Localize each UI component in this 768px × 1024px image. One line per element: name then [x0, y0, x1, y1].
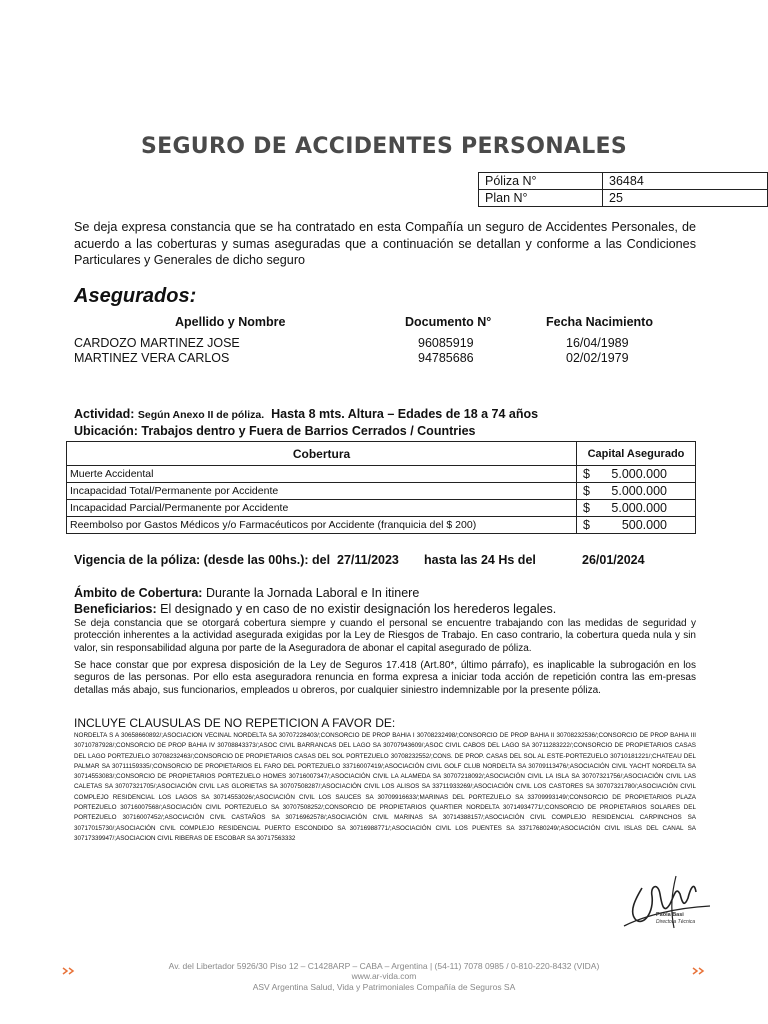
coverage-currency: $: [583, 501, 590, 515]
footer-address: Av. del Libertador 5926/30 Piso 12 – C1428ARP – CABA – Argentina | (54-11) 7078 0985 / 0-810-220-8432 (VIDA): [168, 961, 600, 971]
insured-name: MARTINEZ VERA CARLOS: [74, 351, 230, 365]
signature: [614, 868, 718, 940]
plan-number-row: [479, 190, 768, 207]
validity-to: 26/01/2024: [582, 553, 645, 567]
coverage-amount: 5.000.000: [611, 467, 667, 481]
subrogation-paragraph: Se hace constar que por expresa disposición de la Ley de Seguros 17.418 (Art.80*, último párrafo), es inaplicable la subrogación en los seguros de las personas. Por ello esta aseguradora renuncia en forma expresa a iniciar toda acción de repetición contra las em-presas detallas más abajo, sus funcionarios, empleados u obreros, por cualquier siniestro indemnizable por la presente póliza.: [74, 660, 696, 696]
clauses-heading: INCLUYE CLAUSULAS DE NO REPETICION A FAVOR DE:: [74, 716, 396, 730]
coverage-table: [66, 441, 696, 534]
scope-line: [74, 586, 419, 600]
signatory-name: Paola Basi: [656, 912, 684, 918]
coverage-row: [67, 500, 696, 517]
insured-birth: 02/02/1979: [566, 351, 629, 365]
insured-heading: Asegurados:: [74, 285, 197, 307]
coverage-header: Cobertura: [67, 442, 577, 466]
signature-scribble: [614, 868, 718, 940]
scope-value: Durante la Jornada Laboral e In itinere: [205, 586, 420, 600]
coverage-label: Muerte Accidental: [67, 466, 577, 483]
plan-number-value: 25: [603, 190, 768, 207]
coverage-label: Incapacidad Parcial/Permanente por Accidente: [67, 500, 577, 517]
coverage-currency: $: [583, 467, 590, 481]
intro-paragraph: Se deja expresa constancia que se ha contratado en esta Compañía un seguro de Accidentes Personales, de acuerdo a las coberturas y sumas aseguradas que a continuación se detallan y conforme a las Condiciones Particulares y Generales de dicho seguro: [74, 220, 696, 267]
coverage-conditions-paragraph: Se deja constancia que se otorgará cobertura siempre y cuando el personal se encuentre trabajando con las medidas de seguridad y protección inherentes a la actividad asegurada exigidas por la Ley de Riesgos de Trabajo. En caso contrario, la cobertura queda nula y sin valor, sin responsabilidad alguna por parte de la Aseguradora de abonar el capital asegurado de póliza.: [74, 618, 696, 654]
insured-doc: 94785686: [418, 351, 474, 365]
coverage-amount: 5.000.000: [611, 501, 667, 515]
coverage-row: [67, 483, 696, 500]
insured-name-header: Apellido y Nombre: [175, 315, 286, 329]
insured-birth: 16/04/1989: [566, 336, 629, 350]
capital-header: Capital Asegurado: [577, 442, 696, 466]
validity-label: Vigencia de la póliza: (desde las 00hs.): del: [74, 553, 331, 567]
insured-birth-header: Fecha Nacimiento: [546, 315, 653, 329]
footer-website: www.ar-vida.com: [351, 971, 417, 981]
coverage-currency: $: [583, 518, 590, 532]
policy-table: [478, 172, 768, 207]
activity-detail: Hasta 8 mts. Altura – Edades de 18 a 74 años: [271, 407, 539, 421]
coverage-row: [67, 517, 696, 534]
coverage-label: Reembolso por Gastos Médicos y/o Farmacéuticos por Accidente (franquicia del $ 200): [67, 517, 577, 534]
footer-company: ASV Argentina Salud, Vida y Patrimoniales Compañía de Seguros SA: [252, 982, 516, 992]
coverage-amount: 5.000.000: [611, 484, 667, 498]
beneficiaries-line: [74, 602, 556, 616]
coverage-currency: $: [583, 484, 590, 498]
activity-annex: Según Anexo II de póliza.: [137, 409, 265, 421]
insured-name: CARDOZO MARTINEZ JOSE: [74, 336, 240, 350]
insured-doc: 96085919: [418, 336, 474, 350]
beneficiaries-value: El designado y en caso de no existir designación los herederos legales.: [160, 602, 557, 616]
coverage-label: Incapacidad Total/Permanente por Accidente: [67, 483, 577, 500]
document-title: SEGURO DE ACCIDENTES PERSONALES: [140, 134, 628, 159]
signatory-role: Directora Técnica: [656, 919, 696, 925]
coverage-header-row: [67, 442, 696, 466]
activity-label: Actividad:: [74, 407, 135, 421]
policy-number-row: [479, 173, 768, 190]
insured-doc-header: Documento N°: [405, 315, 492, 329]
validity-until-label: hasta las 24 Hs del: [424, 553, 536, 567]
policy-number-value: 36484: [603, 173, 768, 190]
clauses-list: NORDELTA S A 30658660892/;ASOCIACION VECINAL NORDELTA SA 30707228403/;CONSORCIO DE PROP BAHIA I 30708232498/;CONSORCIO DE PROP BAHIA II 30708232536/;CONSORCIO DE PROP BAHIA III 30710787928/;CONSORCIO DE PROP BAHIA IV 30708843373/;ASOC CIVIL BARRANCAS DEL LAGO SA 30707943609/;ASOC CIVIL CABOS DEL LAGO SA 30711283222/;CONSORCIO DE PROPIETARIOS CASAS DEL LAGO PORTEZUELO 30708232463/;CONSORCIO DE PROPIETARIOS CASAS DEL SOL PORTEZUELO 30708232552/;CONS. DE PROP. CASAS DEL SOL AL ESTE-PORTEZUELO 30710181221/;CHATEAU DEL PALMAR SA 30711159335/;CONSORCIO DE PROPIETARIOS EL FARO DEL PORTEZUELO 33716007419/;ASOCIACIÓN CIVIL GOLF CLUB NORDELTA SA 30709113476/;ASOCIACIÓN CIVIL YACHT NORDELTA SA 30714553083/;CONSORCIO DE PROPIETARIOS PORTEZUELO HOMES 30716007347/;ASOCIACIÓN CIVIL LA ALAMEDA SA 30707218092/;ASOCIACIÓN CIVIL LA ISLA SA 30707321756/;ASOCIACIÓN CIVIL LAS CALETAS SA 30707321705/;ASOCIACIÓN CIVIL LAS GLORIETAS SA 30707508287/;ASOCIACIÓN CIVIL LOS ALISOS SA 33711933269/;ASOCIACIÓN CIVIL LOS CASTORES SA 30707321780/;ASOCIACIÓN CIVIL COMPLEJO RESIDENCIAL LOS LAGOS SA 30714553026/;ASOCIACIÓN CIVIL LOS SAUCES SA 30709916633/;MARINAS DEL PORTEZUELO SA 33709993149/;CONSORCIO DE PROPIETARIOS PLAZA PORTEZUELO 30716007568/;ASOCIACIÓN CIVIL PORTEZUELO SA 30707508252/;CONSORCIO DE PROPIETARIOS QUARTIER NORDELTA 30714934771/;CONSORCIO DE PROPIETARIOS SOLARES DEL PORTEZUELO 30716007452/;ASOCIACIÓN CIVIL CASTAÑOS SA 30716962578/;ASOCIACIÓN CIVIL MARINAS SA 30714388157/;ASOCIACIÓN CIVIL COMPLEJO RESIDENCIAL CARPINCHOS SA 30717015730/;ASOCIACIÓN CIVIL COMPLEJO RESIDENCIAL PUERTO ESCONDIDO SA 30716988771/;ASOCIACIÓN CIVIL LOS PUENTES SA 33717680249/;ASOCIACIÓN CIVIL ISLAS DEL CANAL SA 30717339947/;ASOCIACION CIVIL RIBERAS DE ESCOBAR SA 30717563332: [74, 732, 696, 842]
validity-from: 27/11/2023: [337, 553, 399, 567]
beneficiaries-label: Beneficiarios:: [74, 602, 157, 616]
location-line: Ubicación: Trabajos dentro y Fuera de Barrios Cerrados / Countries: [74, 424, 476, 438]
coverage-row: [67, 466, 696, 483]
activity-line: [74, 407, 538, 421]
coverage-amount: 500.000: [621, 518, 667, 532]
policy-number-label: Póliza N°: [479, 173, 603, 190]
scope-label: Ámbito de Cobertura:: [74, 586, 203, 600]
plan-number-label: Plan N°: [479, 190, 603, 207]
